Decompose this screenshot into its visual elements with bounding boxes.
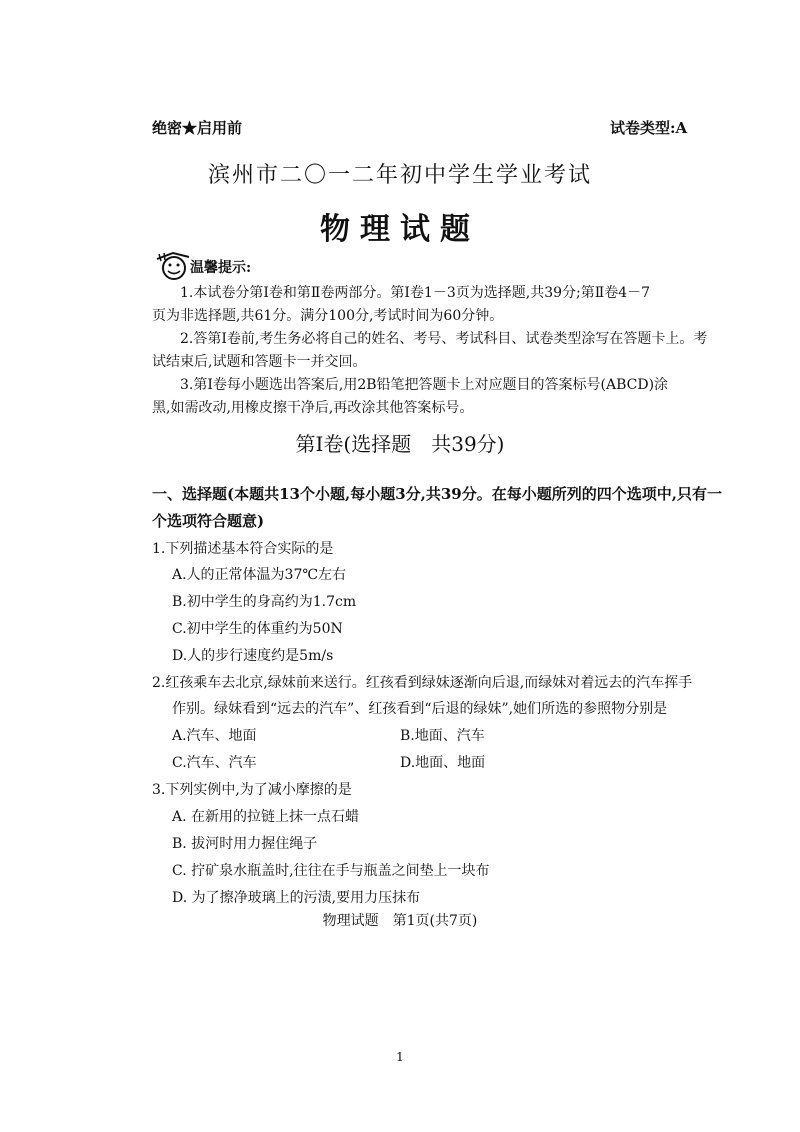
secret-label: 绝密★启用前 [152,119,243,137]
question-stem: 2.红孩乘车去北京,绿妹前来送行。红孩看到绿妹逐渐向后退,而绿妹对着远去的汽车挥手 [152,675,693,691]
question-stem: 3.下列实例中,为了减小摩擦的是 [152,782,352,798]
answer-option: B.地面、汽车 [400,728,485,744]
subject-title: 物理试题 [320,212,480,247]
answer-option: B. 拔河时用力握住绳子 [172,836,318,852]
tips-label: 温馨提示: [190,260,252,276]
paper-type-label: 试卷类型:A [610,119,688,137]
question-stem: 作别。绿妹看到“远去的汽车”、红孩看到“后退的绿妹”,她们所选的参照物分别是 [172,701,668,717]
tip-line: 页为非选择题,共61分。满分100分,考试时间为60分钟。 [152,308,504,324]
page-footer: 物理试题 第1页(共7页) [322,913,478,929]
section-title: 第Ⅰ卷(选择题 共39分) [295,432,505,456]
answer-option: D. 为了擦净玻璃上的污渍,要用力压抹布 [172,890,421,906]
answer-option: A. 在新用的拉链上抹一点石蜡 [172,809,360,825]
answer-option: D.人的步行速度约是5m/s [172,648,334,664]
tip-line: 黑,如需改动,用橡皮擦干净后,再改涂其他答案标号。 [152,400,474,416]
tip-line: 2.答第Ⅰ卷前,考生务必将自己的姓名、考号、考试科目、试卷类型涂写在答题卡上。考 [180,331,708,347]
page-number: 1 [396,1050,404,1064]
tip-line: 1.本试卷分第Ⅰ卷和第Ⅱ卷两部分。第Ⅰ卷1－3页为选择题,共39分;第Ⅱ卷4－7 [180,285,651,301]
question-stem: 1.下列描述基本符合实际的是 [152,541,334,557]
part-intro: 一、选择题(本题共13个小题,每小题3分,共39分。在每小题所列的四个选项中,只有一 [152,485,722,503]
answer-option: C. 拧矿泉水瓶盖时,往往在手与瓶盖之间垫上一块布 [172,863,490,879]
part-intro: 个选项符合题意) [152,512,265,530]
answer-option: A.汽车、地面 [172,728,257,744]
exam-title: 滨州市二〇一二年初中学生学业考试 [207,163,592,188]
answer-option: C.汽车、汽车 [172,755,257,771]
answer-option: A.人的正常体温为37℃左右 [172,567,347,583]
tip-line: 试结束后,试题和答题卡一并交回。 [152,354,367,370]
answer-option: C.初中学生的体重约为50N [172,621,343,637]
answer-option: D.地面、地面 [400,755,486,771]
smiley-icon [155,251,191,281]
tip-line: 3.第Ⅰ卷每小题选出答案后,用2B铅笔把答题卡上对应题目的答案标号(ABCD)涂 [180,377,669,393]
answer-option: B.初中学生的身高约为1.7cm [172,594,357,610]
